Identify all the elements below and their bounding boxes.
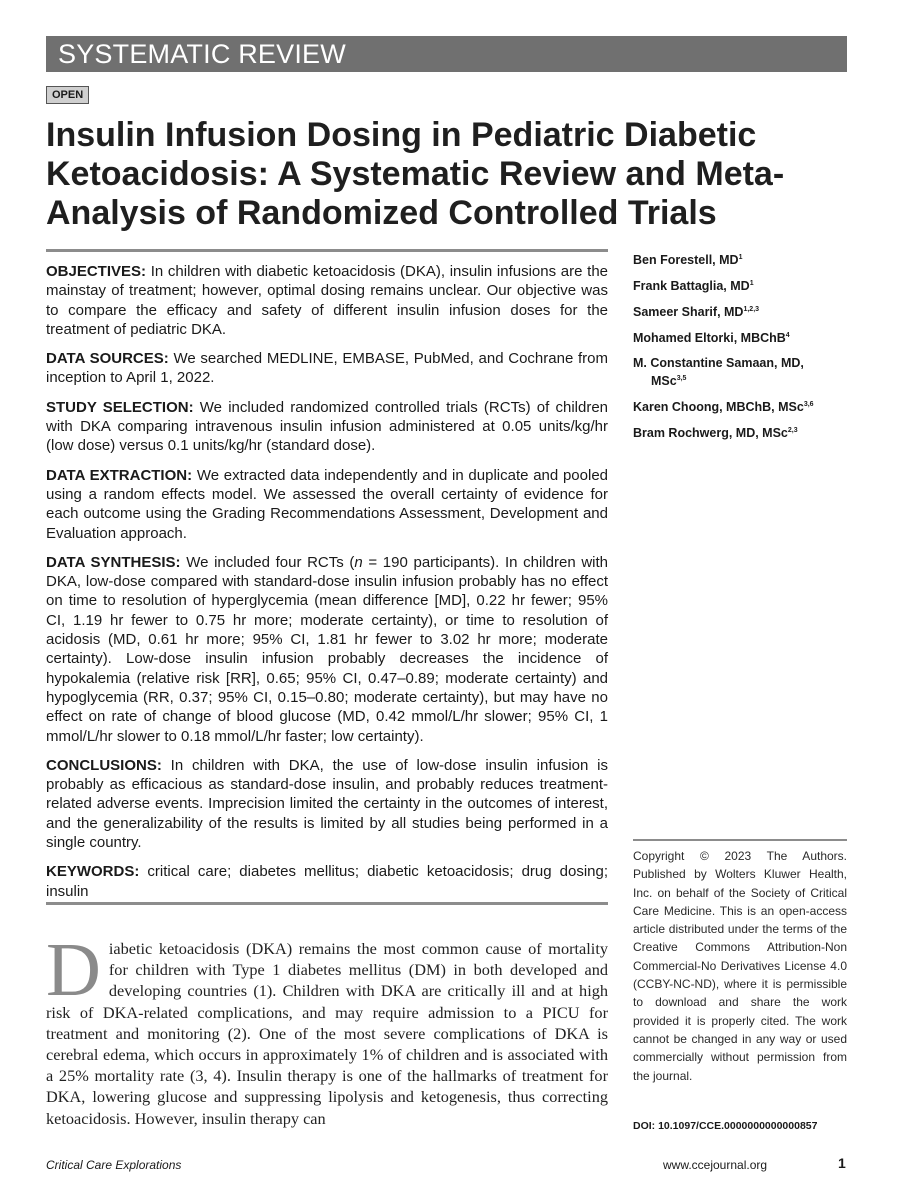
author-name: Frank Battaglia, MD [633,279,750,294]
data-extraction-text: We extracted data independently and in duplicate and pooled using a random effects model. We assessed the overall certainty of evidence for each outcome using the Grading Recommendations Assessment, Development and Evaluation approach. [46,466,608,542]
objectives-label: OBJECTIVES: [46,263,147,280]
data-synthesis-text-pre: We included four RCTs ( [186,553,355,571]
abstract-study-selection [46,398,608,456]
article-title: Insulin Infusion Dosing in Pediatric Diabetic Ketoacidosis: A Systematic Review and Meta-Analysis of Randomized Controlled Trials [46,116,785,232]
data-synthesis-label: DATA SYNTHESIS: [46,553,181,571]
data-extraction-label: DATA EXTRACTION: [46,466,193,484]
body-text [46,928,608,1129]
author-name: Mohamed Eltorki, MBChB [633,331,786,346]
author-affiliation: 3,5 [676,374,687,382]
body-paragraph: iabetic ketoacidosis (DKA) remains the most common cause of mortality for children with Type 1 diabetes mellitus (DM) in both developed and developing countries (1). Children with DKA are critically ill and at high risk of DKA-related complications, and may require admission to a PICU for treatment and monitoring (2). One of the most severe complications of DKA is cerebral edema, which occurs in approximately 1% of children and is associated with a 25% mortality rate (3, 4). Insulin therapy is one of the hallmarks of treatment for DKA, lowering glucose and suppressing lipolysis and ketogenesis, thus correcting ketoacidosis. However, insulin therapy can [46,939,608,1128]
author-list [633,250,848,449]
keywords-text: critical care; diabetes mellitus; diabetic ketoacidosis; drug dosing; insulin [46,863,608,900]
data-sources-label: DATA SOURCES: [46,350,169,368]
author-degree: MSc [651,373,677,388]
abstract-data-sources [46,349,608,388]
author-name-continuation [633,371,848,389]
author-name: M. Constantine Samaan, MD, [633,355,804,370]
author-entry [633,276,848,294]
copyright-notice: Copyright © 2023 The Authors. Published by Wolters Kluwer Health, Inc. on behalf of the Society of Critical Care Medicine. This is an open-access article distributed under the terms of the Creative Commons Attribution-Non Commercial-No Derivatives License 4.0 (CCBY-NC-ND), where it is permissible to download and share the work provided it is properly cited. The work cannot be changed in any way or used commercially without permission from the journal. [633,849,847,1083]
author-entry [633,250,848,268]
author-name: Ben Forestell, MD [633,253,739,268]
author-name: Bram Rochwerg, MD, MSc [633,426,788,441]
data-sources-text: We searched MEDLINE, EMBASE, PubMed, and Cochrane from inception to April 1, 2022. [46,350,608,387]
abstract-data-synthesis [46,553,608,746]
abstract-conclusions [46,756,608,852]
author-entry [633,423,848,441]
abstract-keywords [46,862,608,901]
study-selection-text: We included randomized controlled trials (RCTs) of children with DKA comparing intravenous insulin infusion administered at 0.05 units/kg/hr (low dose) versus 0.1 units/kg/hr (standard dose). [46,398,609,455]
conclusions-label: CONCLUSIONS: [46,756,162,774]
author-entry [633,397,848,415]
abstract [46,262,608,911]
abstract-objectives [46,262,608,339]
author-entry [633,328,848,346]
doi: DOI: 10.1097/CCE.0000000000000857 [633,1120,818,1132]
author-entry [633,302,848,320]
author-affiliation: 1,2,3 [743,306,760,314]
open-access-badge: OPEN [46,86,89,104]
section-banner: SYSTEMATIC REVIEW [46,36,847,72]
footer-url[interactable]: www.ccejournal.org [663,1158,768,1172]
author-affiliation: 2,3 [787,426,798,434]
study-selection-label: STUDY SELECTION: [46,398,194,416]
page-number: 1 [838,1155,846,1171]
abstract-data-extraction [46,466,608,543]
footer-journal: Critical Care Explorations [46,1158,182,1172]
author-affiliation: 3,6 [803,400,814,408]
objectives-text: In children with diabetic ketoacidosis (DKA), insulin infusions are the mainstay of treatment; however, optimal dosing remains unclear. Our objective was to compare the efficacy and safety of different insulin infusion doses for the treatment of pediatric DKA. [46,263,608,338]
copyright-rule [633,839,847,841]
author-entry [633,355,848,389]
abstract-top-rule [46,249,608,252]
n-symbol: n [354,553,363,571]
drop-cap: D [46,928,101,1012]
abstract-bottom-rule [46,902,608,905]
author-affiliation: 4 [785,332,790,340]
author-affiliation: 1 [738,254,743,261]
conclusions-text: In children with DKA, the use of low-dose insulin infusion is probably as efficacious as standard-dose insulin, and probably reduces treatment-related adverse events. Imprecision limited the certainty in the outcomes of interest, and the generalizability of the results is limited by all studies being performed in a single country. [46,756,608,852]
author-affiliation: 1 [749,280,754,288]
data-synthesis-text-post: = 190 participants). In children with DKA, low-dose compared with standard-dose insulin infusion probably has no effect on time to resolution of hyperglycemia (mean difference [MD], 0.22 hr fewer; 95% CI, 1.19 hr fewer to 0.75 hr more; moderate certainty), or time to resolution of acidosis (MD, 0.61 hr more; 95% CI, 1.81 hr fewer to 3.02 hr more; moderate certainty). Low-dose insulin infusion probably decreases the incidence of hypokalemia (relative risk [RR], 0.65; 95% CI, 0.47–0.89; moderate certainty) and hypoglycemia (RR, 0.37; 95% CI, 0.15–0.80; moderate certainty), but may have no effect on rate of change of blood glucose (MD, 0.42 mmol/L/hr slower; 95% CI, 1 mmol/L/hr slower to 0.18 mmol/L/hr faster; low certainty). [46,553,608,745]
keywords-label: KEYWORDS: [46,863,140,881]
author-name: Karen Choong, MBChB, MSc [633,399,804,414]
author-name: Sameer Sharif, MD [633,305,744,320]
